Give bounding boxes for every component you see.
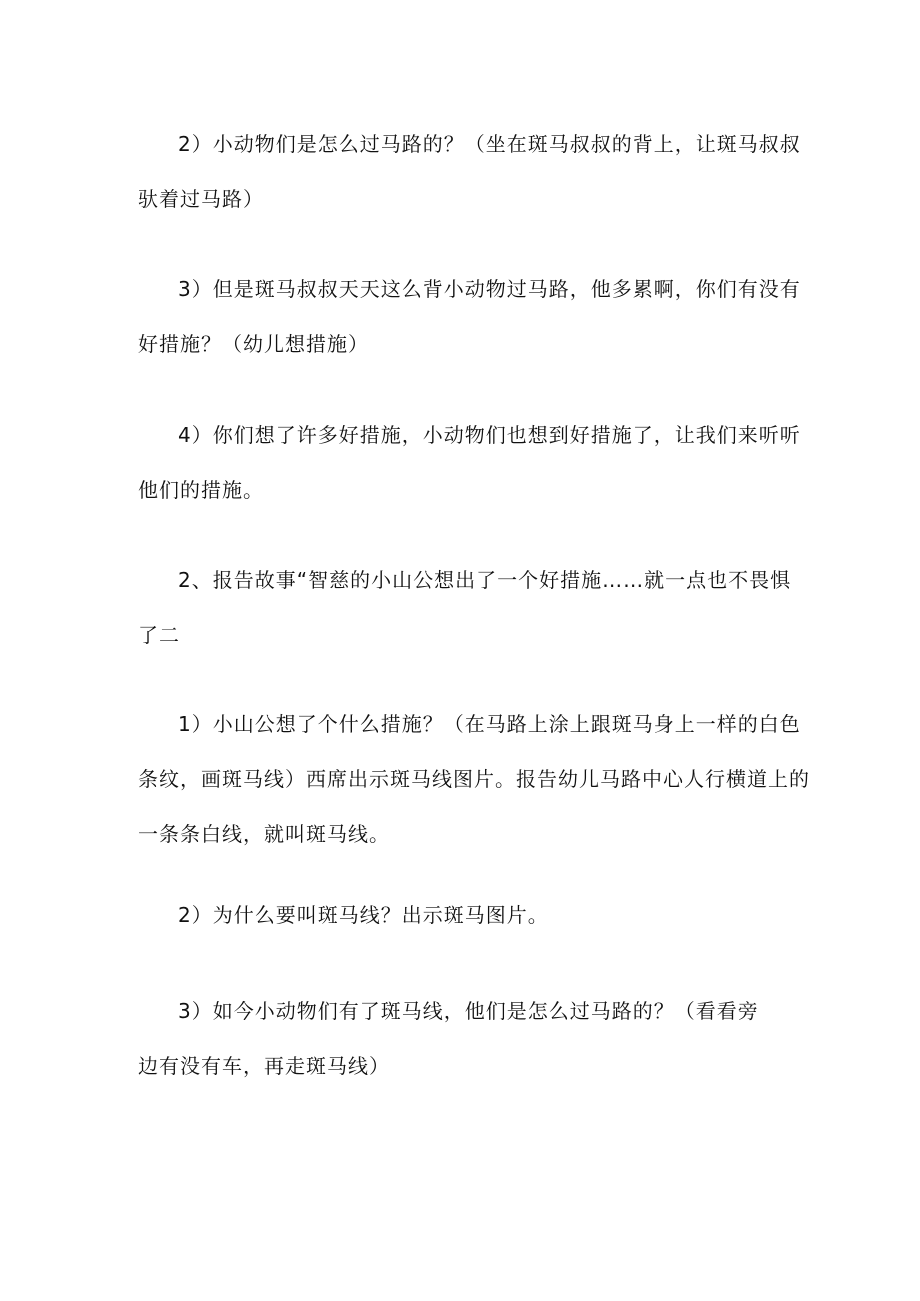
text-line: 3）但是斑马叔叔天天这么背小动物过马路，他多累啊，你们有没有 — [178, 277, 801, 301]
text-line: 3）如今小动物们有了斑马线，他们是怎么过马路的？（看看旁 — [178, 999, 759, 1023]
paragraph-question-3 — [138, 262, 801, 372]
text-line: 2、报告故事“智慈的小山公想出了一个好措施……就一点也不畏惧 — [178, 568, 792, 592]
paragraph-section-2 — [138, 553, 792, 663]
text-line: 2）小动物们是怎么过马路的？（坐在斑马叔叔的背上，让斑马叔叔 — [178, 132, 801, 156]
text-line: 好措施？（幼儿想措施） — [138, 332, 369, 356]
paragraph-question-4 — [138, 408, 801, 518]
text-line: 了二 — [138, 623, 180, 647]
text-line: 条纹，画斑马线）西席出示斑马线图片。报告幼儿马路中心人行横道上的 — [138, 767, 810, 791]
text-line: 他们的措施。 — [138, 478, 264, 502]
paragraph-question-3b — [138, 984, 788, 1094]
text-line: 1）小山公想了个什么措施？（在马路上涂上跟斑马身上一样的白色 — [178, 712, 801, 736]
paragraph-question-2 — [138, 117, 801, 227]
paragraph-question-1 — [138, 697, 810, 862]
text-line: 驮着过马路） — [138, 187, 264, 211]
paragraph-question-2b — [138, 888, 788, 943]
text-line: 2）为什么要叫斑马线？出示斑马图片。 — [178, 903, 549, 927]
text-line: 边有没有车，再走斑马线） — [138, 1054, 390, 1078]
text-line: 一条条白线，就叫斑马线。 — [138, 822, 390, 846]
text-line: 4）你们想了许多好措施，小动物们也想到好措施了，让我们来听听 — [178, 423, 801, 447]
